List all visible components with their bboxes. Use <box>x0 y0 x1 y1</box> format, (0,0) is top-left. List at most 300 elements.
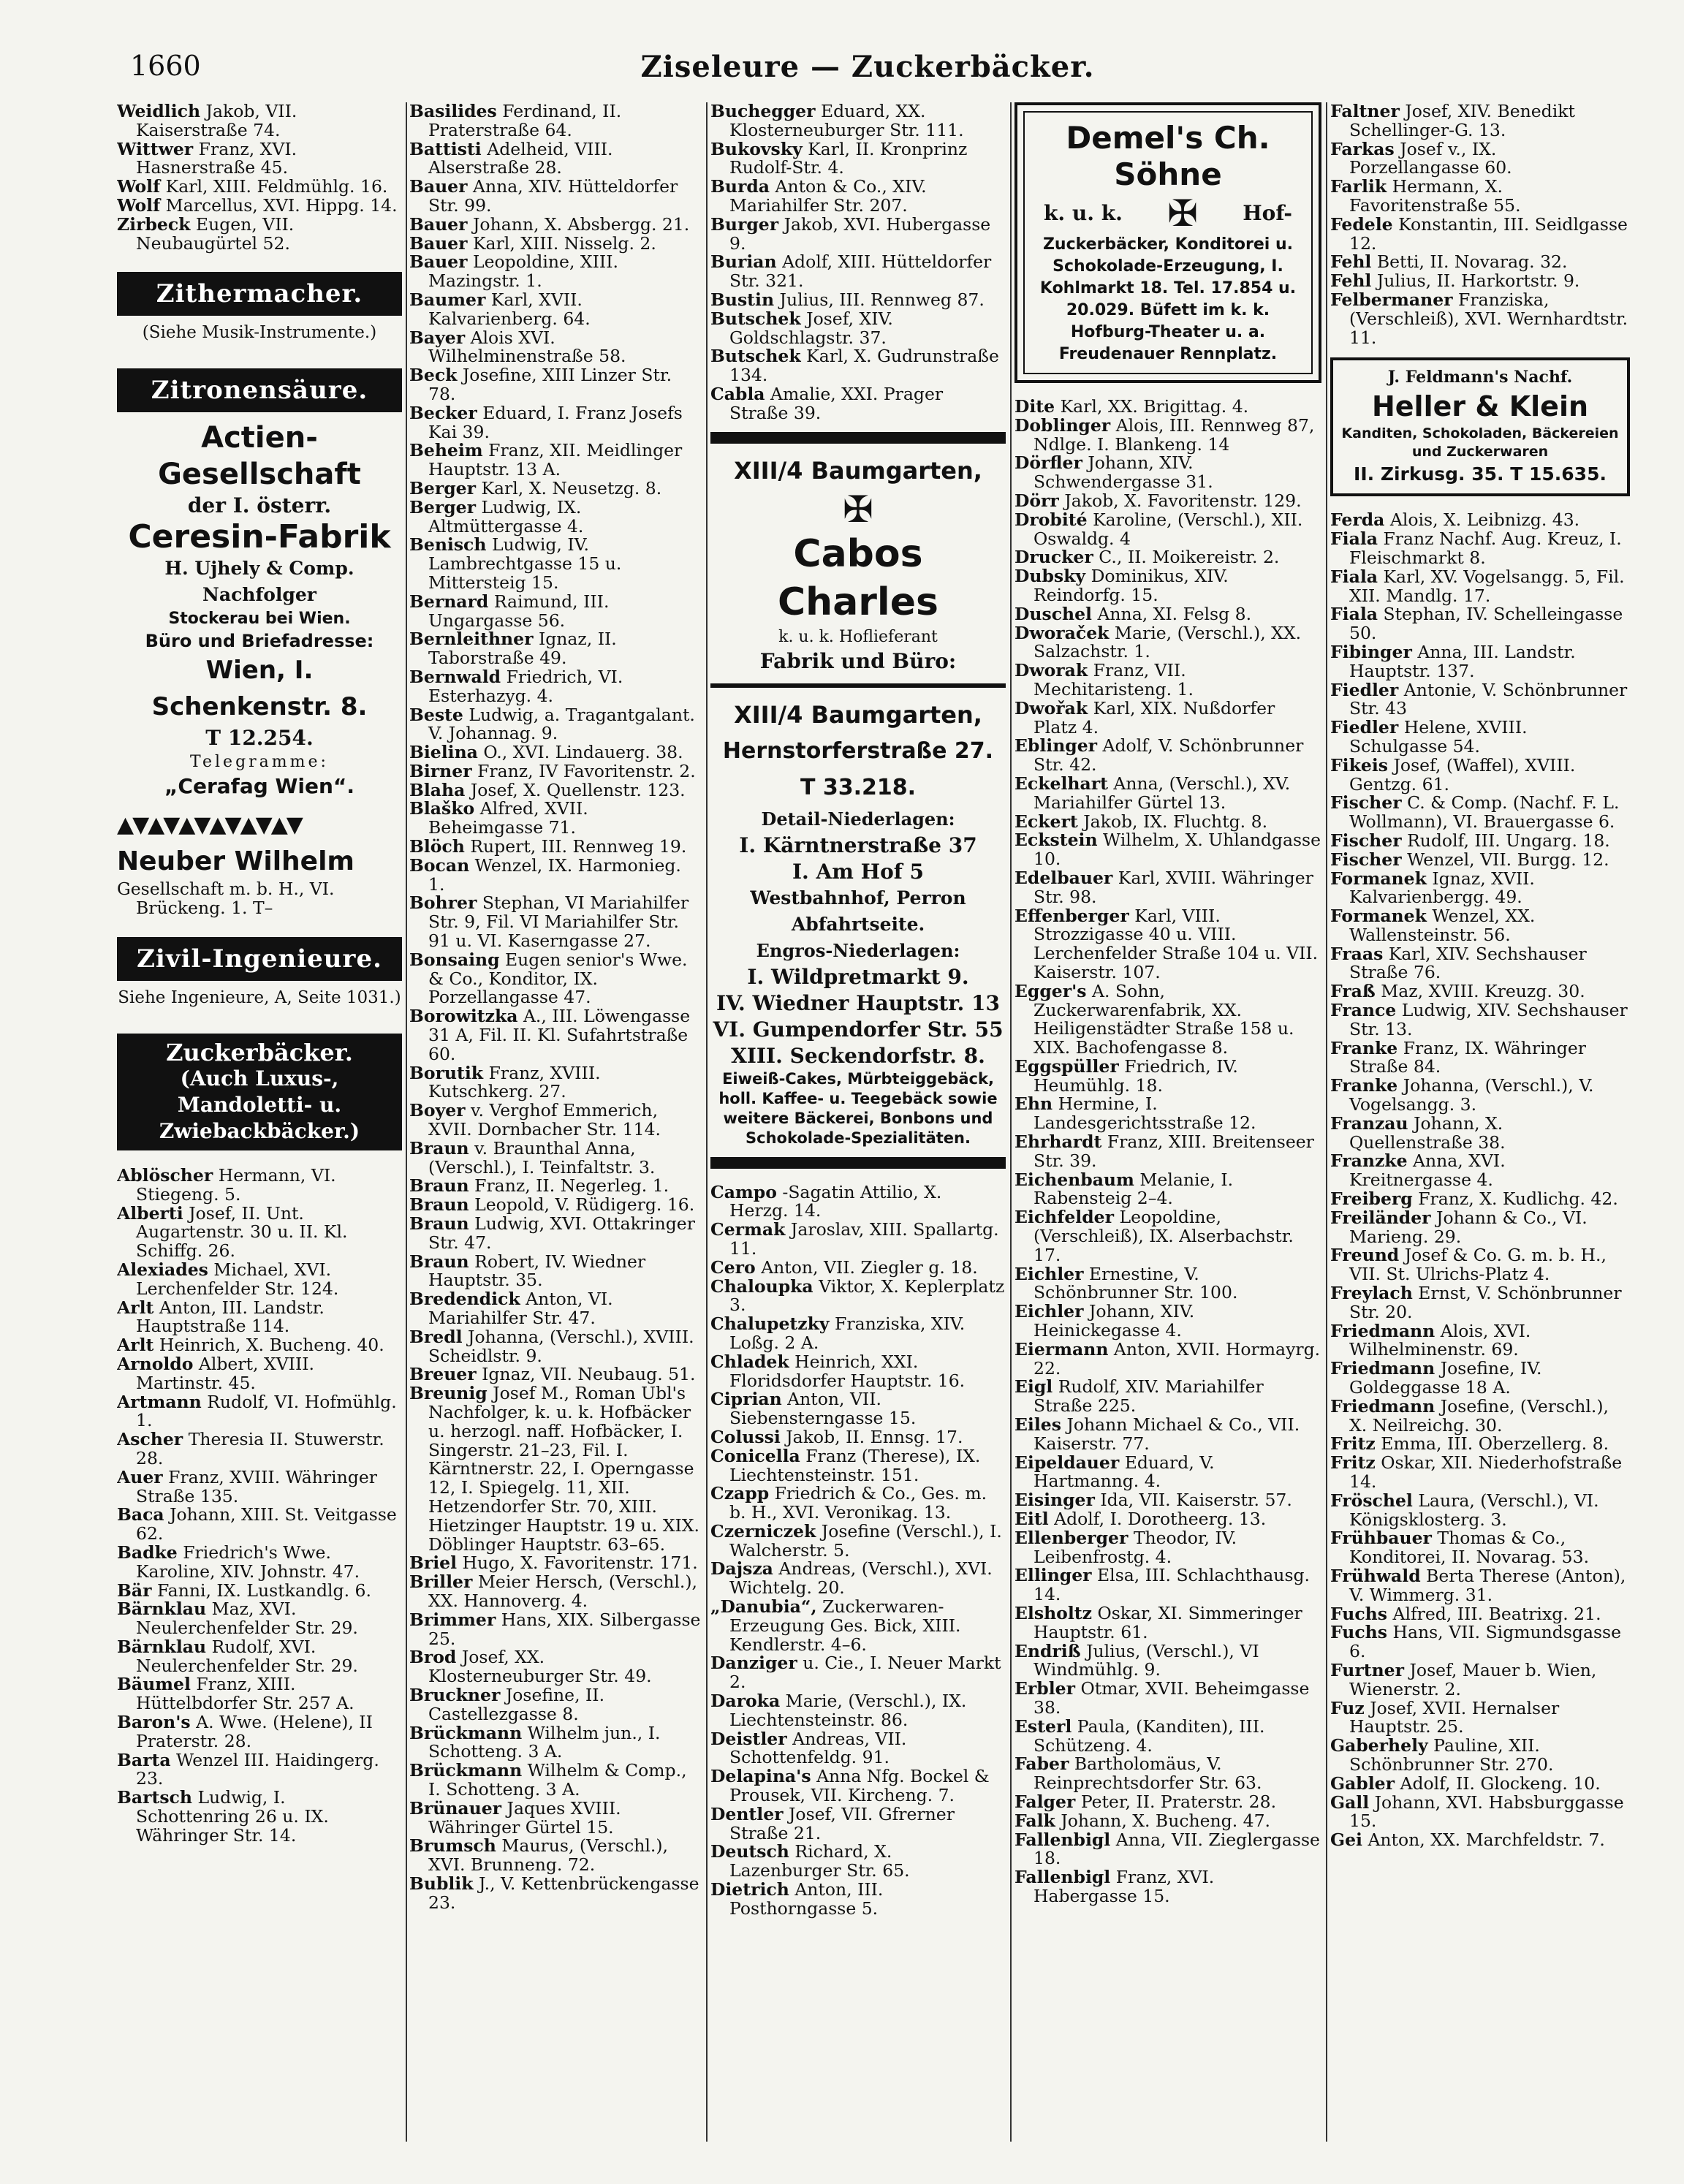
entry-name: Freiländer <box>1330 1207 1431 1228</box>
entry-address: Anna, XI. Felsg 8. <box>1097 603 1252 624</box>
entry-name: Beck <box>409 365 458 386</box>
ad-line: Hof- <box>1243 201 1292 225</box>
entry-address: Leopoldine, (Verschleiß), IX. Alserbachstr. 17. <box>1033 1207 1294 1265</box>
entry-address: Ida, VII. Kaiserstr. 57. <box>1100 1490 1292 1511</box>
entry-address: Franz, VII. Mechitaristeng. 1. <box>1033 660 1194 699</box>
directory-entry <box>1330 605 1630 643</box>
entry-name: Dentler <box>710 1803 784 1824</box>
entry-name: Dajsza <box>710 1558 773 1580</box>
directory-entry <box>409 1648 702 1686</box>
page-title: Ziseleure — Zuckerbäcker. <box>640 50 1095 84</box>
directory-entry <box>409 253 702 291</box>
entry-name: Chladek <box>710 1351 789 1372</box>
entry-name: Berger <box>409 496 476 517</box>
entry-address: Rudolf, VI. Hofmühlg. 1. <box>136 1391 397 1431</box>
ad-line: T 12.254. <box>205 726 314 751</box>
directory-entry <box>1014 1529 1321 1567</box>
directory-entry <box>409 1384 702 1554</box>
directory-entry <box>1014 1680 1321 1718</box>
entry-name: Franke <box>1330 1075 1398 1096</box>
directory-entry <box>710 1485 1006 1523</box>
directory-entry <box>409 1102 702 1140</box>
entry-name: Brückmann <box>409 1722 523 1743</box>
entry-address: Josefine, II. Castellezgasse 8. <box>428 1684 605 1724</box>
directory-entry <box>1014 1133 1321 1171</box>
entry-name: Colussi <box>710 1426 781 1447</box>
entry-name: Ascher <box>117 1429 183 1450</box>
entry-name: Furtner <box>1330 1659 1405 1680</box>
column-divider <box>1010 102 1012 2142</box>
entry-address: Friedrich, IV. Heumühlg. 18. <box>1033 1055 1238 1096</box>
ad-name: Cabos Charles <box>778 531 938 624</box>
entry-address: Elsa, III. Schlachthausg. 14. <box>1033 1565 1311 1605</box>
entry-name: Gabler <box>1330 1772 1395 1794</box>
entry-address: Anna Nfg. Bockel & Prousek, VII. Kircheng. 7. <box>729 1766 990 1806</box>
directory-entry <box>117 1582 402 1601</box>
directory-entry <box>117 1202 402 1262</box>
entry-address: Anna, (Verschl.), XV. Mariahilfer Gürtel 13. <box>1033 773 1291 813</box>
entry-address: Peter, II. Praterstr. 28. <box>1080 1791 1277 1812</box>
directory-entry <box>409 1837 702 1875</box>
ad-line: „Cerafag Wien“. <box>164 774 354 799</box>
directory-entry <box>409 1177 702 1196</box>
entry-name: Zirbeck <box>117 213 191 235</box>
page-number: 1660 <box>130 50 201 82</box>
entry-name: Eitl <box>1014 1509 1049 1530</box>
directory-entry <box>710 253 1006 291</box>
entry-address: Andreas, (Verschl.), XVI. Wichtelg. 20. <box>729 1558 993 1599</box>
directory-entry <box>710 1598 1006 1654</box>
entry-name: Auer <box>117 1466 163 1487</box>
entry-address: Franz, II. Negerleg. 1. <box>474 1175 670 1197</box>
directory-entry <box>409 1290 702 1328</box>
entry-name: Arnoldo <box>117 1353 194 1374</box>
entry-name: Bärnklau <box>117 1599 207 1620</box>
entry-address: Josefine, IV. Goldeggasse 18 A. <box>1349 1358 1542 1398</box>
entry-address: Dominikus, XIV. Reindorfg. 15. <box>1033 566 1229 605</box>
entry-address: Jaques XVIII. Währinger Gürtel 15. <box>428 1797 621 1838</box>
entry-name: Faber <box>1014 1753 1069 1775</box>
entry-name: Wolf <box>117 176 161 197</box>
entry-address: Josef & Co. G. m. b. H., VII. St. Ulrichs-Platz 4. <box>1349 1245 1607 1285</box>
directory-entry <box>1330 1699 1630 1737</box>
directory-entry <box>409 441 702 479</box>
entry-name: Brünauer <box>409 1797 502 1819</box>
entry-address: Anton, VI. Mariahilfer Str. 47. <box>428 1289 613 1328</box>
section-heading-zithermacher: Zithermacher. <box>117 272 402 316</box>
ad-line: H. Ujhely & Comp. Nachfolger <box>164 558 354 606</box>
ad-line: IV. Wiedner Hauptstr. 13 <box>716 990 1000 1015</box>
entry-address: Jaroslav, XIII. Spallartg. 11. <box>729 1219 999 1259</box>
directory-entry <box>409 1253 702 1291</box>
entry-address: A. Wwe. (Helene), II Praterstr. 28. <box>136 1712 373 1751</box>
entry-address: Johann, X. Quellenstraße 38. <box>1349 1112 1506 1153</box>
entry-name: Bernleithner <box>409 629 534 650</box>
entry-name: Eckelhart <box>1014 773 1108 794</box>
column-divider <box>406 102 407 2142</box>
entry-name: Ehrhardt <box>1014 1131 1102 1153</box>
entry-name: Brimmer <box>409 1609 496 1630</box>
entry-address: Karl, XVIII. Währinger Str. 98. <box>1033 867 1313 907</box>
directory-entry <box>710 310 1006 348</box>
directory-entry <box>1330 1623 1630 1661</box>
directory-entry <box>1330 1077 1630 1115</box>
entry-name: Fuz <box>1330 1697 1365 1718</box>
entry-name: Friedmann <box>1330 1320 1435 1341</box>
entry-address: Franz, XVIII. Kutschkerg. 27. <box>428 1062 601 1102</box>
directory-entry <box>1014 1491 1321 1510</box>
directory-entry <box>409 838 702 857</box>
entry-address: Ludwig, a. Tragantgalant. V. Johannag. 9. <box>428 704 695 744</box>
entry-address: Ernestine, V. Schönbrunner Str. 100. <box>1033 1263 1238 1303</box>
directory-entry <box>409 894 702 950</box>
entry-address: Albert, XVIII. Martinstr. 45. <box>136 1353 314 1393</box>
directory-entry <box>710 385 1006 423</box>
entry-name: Drucker <box>1014 547 1093 568</box>
entry-address: Franz, XII. Meidlinger Hauptstr. 13 A. <box>428 440 683 480</box>
entry-name: Erbler <box>1014 1678 1075 1699</box>
directory-entry <box>710 213 1006 254</box>
directory-entry <box>1014 869 1321 907</box>
double-eagle-crest-icon: ✠ <box>843 488 873 531</box>
directory-entry <box>1014 737 1321 775</box>
directory-entry <box>1014 775 1321 813</box>
ad-line: Kanditen, Schokoladen, Bäckereien und Zuckerwaren <box>1341 425 1619 460</box>
entry-address: Alois XVI. Wilhelminenstraße 58. <box>428 327 626 367</box>
entry-address: Wenzel III. Haidingerg. 23. <box>136 1749 379 1789</box>
directory-entry <box>1330 1039 1630 1077</box>
entry-address: Franz, XVIII. Währinger Straße 135. <box>136 1466 377 1506</box>
entry-name: „Danubia“, <box>710 1596 817 1618</box>
section-title: Zuckerbäcker. <box>166 1038 353 1066</box>
entry-name: Deistler <box>710 1728 787 1749</box>
entry-name: Danziger <box>710 1653 797 1674</box>
ad-line: Eiweiß-Cakes, Mürbteiggebäck, holl. Kaffee- u. Teegebäck sowie weitere Bäckerei, Bonbons und Schokolade-Spezialitäten. <box>718 1069 998 1147</box>
entry-address: Johann & Co., VI. Marieng. 29. <box>1349 1207 1588 1247</box>
directory-entry <box>409 1762 702 1800</box>
entry-address: C., II. Moikereistr. 2. <box>1099 547 1280 568</box>
entry-name: Arlt <box>117 1335 154 1356</box>
entry-name: Dwořak <box>1014 697 1088 718</box>
ad-line: VI. Gumpendorfer Str. 55 <box>713 1017 1004 1042</box>
entry-address: Thomas & Co., Konditorei, II. Novarag. 53. <box>1349 1528 1590 1568</box>
entry-address: Anton, VII. Siebensterngasse 15. <box>729 1389 917 1429</box>
directory-entry <box>1014 1831 1321 1869</box>
entry-name: Dubsky <box>1014 566 1086 587</box>
entry-name: Fiala <box>1330 528 1378 550</box>
entry-address: v. Braunthal Anna, (Verschl.), I. Teinfaltstr. 3. <box>428 1137 656 1178</box>
entry-address: A., III. Löwengasse 31 A, Fil. II. Kl. Sufahrtstraße 60. <box>428 1006 691 1064</box>
entry-name: Ferda <box>1330 509 1385 531</box>
entry-address: Michael, XVI. Lerchenfelder Str. 124. <box>136 1259 339 1299</box>
entry-name: Farlik <box>1330 176 1387 197</box>
entry-address: Amalie, XXI. Prager Straße 39. <box>729 383 944 423</box>
entry-address: Rupert, III. Rennweg 19. <box>470 836 687 857</box>
entry-name: Burger <box>710 213 779 235</box>
directory-entry <box>409 706 702 744</box>
directory-entry <box>1330 1831 1630 1850</box>
entry-name: Blaško <box>409 798 475 819</box>
directory-entry <box>117 1600 402 1638</box>
directory-entry <box>117 1544 402 1582</box>
entry-name: Czerniczek <box>710 1520 816 1542</box>
entry-name: Fikeis <box>1330 754 1389 776</box>
entry-name: Freiberg <box>1330 1188 1413 1210</box>
entry-name: Gei <box>1330 1830 1362 1851</box>
entry-name: Gall <box>1330 1791 1370 1813</box>
entry-address: Franz (Therese), IX. Liechtensteinstr. 151. <box>729 1445 981 1485</box>
ad-rule <box>710 432 1006 444</box>
entry-address: Karl, XIV. Sechshauser Straße 76. <box>1349 943 1587 983</box>
entry-name: Bublik <box>409 1873 474 1894</box>
entry-address: Johanna, (Verschl.), V. Vogelsangg. 3. <box>1349 1075 1594 1115</box>
entry-name: Fiedler <box>1330 679 1399 700</box>
entry-address: Josefine, (Verschl.), X. Neilreichg. 30. <box>1349 1395 1609 1436</box>
ad-line: k. u. k. Hoflieferant <box>778 627 938 646</box>
entry-name: Formanek <box>1330 906 1427 927</box>
entry-address: Ignaz, II. Taborstraße 49. <box>428 629 617 669</box>
ad-line: Zuckerbäcker, Konditorei u. Schokolade-Erzeugung, I. Kohlmarkt 18. Tel. 17.854 u. 20.029. Büfett im k. k. Hofburg-Theater u. a. Freudenauer Rennplatz. <box>1039 235 1297 363</box>
entry-name: Artmann <box>117 1391 202 1412</box>
entry-address: Franz, XIII. Breitenseer Str. 39. <box>1033 1131 1314 1171</box>
directory-entry <box>1014 1868 1321 1906</box>
section-heading-zitronensaeure: Zitronensäure. <box>117 368 402 412</box>
entry-address: Paula, (Kanditen), III. Schützeng. 4. <box>1033 1715 1265 1756</box>
directory-entry <box>409 479 702 498</box>
directory-entry <box>117 1638 402 1676</box>
ad-line: I. Kärntnerstraße 37 <box>739 833 977 857</box>
entry-name: Bauer <box>409 176 468 197</box>
entry-address: Johanna, (Verschl.), XVIII. Scheidlstr. 9. <box>428 1326 694 1366</box>
directory-entry <box>1330 291 1630 347</box>
ad-rule <box>710 1157 1006 1169</box>
directory-entry <box>710 1256 1006 1278</box>
entry-name: Dite <box>1014 396 1055 417</box>
entry-address: Anna, XVI. Kreitnergasse 4. <box>1349 1150 1506 1191</box>
entry-name: Bernard <box>409 591 489 612</box>
entry-name: Deutsch <box>710 1841 789 1862</box>
entry-name: Butschek <box>710 308 801 329</box>
entry-address: Jakob, X. Favoritenstr. 129. <box>1064 490 1302 511</box>
entry-name: Fraß <box>1330 981 1376 1002</box>
directory-entry <box>117 1299 402 1337</box>
advertisement-cabos <box>710 432 1006 1169</box>
entry-address: Karl, VIII. Strozzigasse 40 u. VIII. Lerchenfelder Straße 104 u. VII. Kaiserstr. 107. <box>1033 905 1319 982</box>
directory-entry <box>409 404 702 442</box>
entry-address: Josefine, XIII Linzer Str. 78. <box>428 365 672 404</box>
entry-name: Eichler <box>1014 1301 1084 1322</box>
directory-entry <box>409 140 702 178</box>
advertisement-neuber <box>117 843 402 918</box>
ad-line: XIII/4 Baumgarten, <box>734 700 982 729</box>
entry-address: Karl, XVII. Kalvarienberg. 64. <box>428 289 591 329</box>
entry-name: Blaha <box>409 779 466 800</box>
directory-entry <box>1014 1303 1321 1341</box>
entry-name: Briller <box>409 1571 473 1593</box>
entry-address: Adelheid, VIII. Alserstraße 28. <box>428 138 613 178</box>
directory-entry <box>1330 1322 1630 1360</box>
entry-name: Bär <box>117 1580 152 1601</box>
entry-name: Borutik <box>409 1062 484 1083</box>
directory-entry <box>409 1064 702 1102</box>
entry-address: Rudolf, XIV. Mariahilfer Straße 225. <box>1033 1376 1264 1417</box>
entry-address: Josefine (Verschl.), I. Walcherstr. 5. <box>729 1520 1002 1561</box>
directory-entry <box>409 1196 702 1215</box>
directory-entry <box>1330 1209 1630 1247</box>
entry-name: Effenberger <box>1014 905 1129 926</box>
directory-entry <box>1014 605 1321 624</box>
entry-address: Helene, XVIII. Schulgasse 54. <box>1349 717 1528 757</box>
directory-entry <box>409 781 702 800</box>
entry-name: Fraas <box>1330 943 1384 964</box>
entry-name: Fiala <box>1330 604 1378 625</box>
directory-entry <box>1330 1567 1630 1605</box>
directory-entry <box>710 1183 1006 1221</box>
entry-name: Eipeldauer <box>1014 1452 1120 1473</box>
entry-address: Jakob, II. Ennsg. 17. <box>786 1426 963 1447</box>
entry-name: Faltner <box>1330 102 1400 121</box>
entry-address: Leopoldine, XIII. Mazingstr. 1. <box>428 251 618 292</box>
ad-name: Demel's Ch. Söhne <box>1066 120 1270 192</box>
entry-address: Eugen, VII. Neubaugürtel 52. <box>136 213 295 254</box>
directory-entry <box>117 1393 402 1431</box>
entry-address: Alfred, XVII. Beheimgasse 71. <box>428 798 588 838</box>
entry-address: Karl, XX. Brigittag. 4. <box>1060 396 1249 417</box>
entry-address: Adolf, XIII. Hütteldorfer Str. 321. <box>729 251 992 292</box>
entry-name: Falk <box>1014 1810 1055 1831</box>
entry-address: Ferdinand, II. Praterstraße 64. <box>428 102 622 140</box>
directory-entry <box>1330 1284 1630 1322</box>
directory-entry <box>117 1713 402 1751</box>
section-heading-zivil-ingenieure: Zivil-Ingenieure. <box>117 937 402 981</box>
directory-entry <box>409 1875 702 1913</box>
entry-address: Adolf, II. Glockeng. 10. <box>1400 1772 1601 1794</box>
entry-address: Karl, XIII. Nisselg. 2. <box>473 232 656 254</box>
entry-address: Betti, II. Novarag. 32. <box>1376 251 1568 273</box>
directory-entry <box>1014 1171 1321 1209</box>
directory-entry <box>1330 870 1630 908</box>
directory-entry <box>1330 253 1630 272</box>
directory-entry <box>409 1137 702 1178</box>
entry-address: Wilhelm & Comp., I. Schotteng. 3 A. <box>428 1760 687 1800</box>
entry-address: Hermann, X. Favoritenstraße 55. <box>1349 176 1521 216</box>
entry-address: Karl, X. Gudrunstraße 134. <box>729 346 999 386</box>
ad-line: k. u. k. <box>1044 201 1123 225</box>
ad-line: Fabrik und Büro: <box>759 648 957 673</box>
ad-name: Heller & Klein <box>1371 390 1589 423</box>
entry-name: Bonsaing <box>409 949 500 970</box>
ad-line: der I. österr. <box>187 493 332 518</box>
entry-name: Braun <box>409 1251 469 1272</box>
entry-address: Anna, XIV. Hütteldorfer Str. 99. <box>428 176 678 216</box>
entry-name: Chaloupka <box>710 1275 813 1297</box>
entry-name: Formanek <box>1330 868 1427 889</box>
ad-rule <box>710 683 1006 688</box>
entry-address: Emma, III. Oberzellerg. 8. <box>1381 1433 1609 1455</box>
entry-address: Jakob, IX. Fluchtg. 8. <box>1083 811 1268 832</box>
directory-entry <box>1330 681 1630 719</box>
directory-entry <box>1330 832 1630 851</box>
directory-entry <box>1330 1492 1630 1530</box>
directory-entry <box>409 951 702 1007</box>
entry-name: Bustin <box>710 289 775 310</box>
directory-entry <box>1330 718 1630 757</box>
directory-entry <box>117 1430 402 1468</box>
entry-name: Eblinger <box>1014 735 1098 757</box>
entry-name: Wittwer <box>117 138 194 159</box>
entry-address: Josef, XIV. Goldschlagstr. 37. <box>729 308 893 348</box>
entry-name: Friedmann <box>1330 1358 1435 1379</box>
entry-address: Johann, XIV. Schwendergasse 31. <box>1033 452 1213 493</box>
entry-name: Benisch <box>409 534 487 556</box>
entry-address: Robert, IV. Wiedner Hauptstr. 35. <box>428 1251 646 1291</box>
entry-name: Fritz <box>1330 1452 1376 1474</box>
entry-address: Hugo, X. Favoritenstr. 171. <box>462 1552 698 1574</box>
entry-name: Eichenbaum <box>1014 1169 1134 1190</box>
entry-address: Hermann, VI. Stiegeng. 5. <box>136 1164 336 1205</box>
entry-address: Marie, (Verschl.), IX. Liechtensteinstr. 86. <box>729 1691 967 1730</box>
entry-address: Johann, XIV. Heinickegasse 4. <box>1033 1301 1195 1341</box>
directory-entry <box>409 1554 702 1573</box>
directory-entry <box>1014 511 1321 549</box>
entry-name: Bärnklau <box>117 1636 207 1657</box>
directory-entry <box>710 1315 1006 1353</box>
entry-address: Anton & Co., XIV. Mariahilfer Str. 207. <box>729 176 927 216</box>
entry-name: Boyer <box>409 1100 466 1121</box>
directory-entry <box>710 178 1006 216</box>
entry-address: Berta Therese (Anton), V. Wimmerg. 31. <box>1349 1565 1626 1605</box>
directory-entry <box>1330 213 1630 254</box>
directory-entry <box>1014 1793 1321 1812</box>
entry-address: Ludwig, IX. Altmüttergasse 4. <box>428 496 584 536</box>
directory-entry <box>1330 643 1630 681</box>
entry-address: Bartholomäus, V. Reinprechtsdorfer Str. 63. <box>1033 1753 1262 1794</box>
entry-name: Eiermann <box>1014 1338 1109 1360</box>
entry-address: Julius, (Verschl.), VI Windmühlg. 9. <box>1033 1640 1259 1680</box>
entry-name: Ehn <box>1014 1093 1053 1115</box>
column-divider <box>706 102 708 2142</box>
entry-address: Ernst, V. Schönbrunner Str. 20. <box>1349 1283 1622 1322</box>
entry-address: Viktor, X. Keplerplatz 3. <box>729 1275 1005 1316</box>
directory-entry <box>1330 530 1630 568</box>
directory-entry <box>1014 1055 1321 1096</box>
entry-address: Oskar, XII. Niederhofstraße 14. <box>1349 1452 1623 1492</box>
entry-name: Briel <box>409 1552 458 1574</box>
entry-address: Josef, VII. Gfrerner Straße 21. <box>729 1803 955 1843</box>
entry-address: Hans, XIX. Silbergasse 25. <box>428 1609 701 1649</box>
directory-entry <box>409 1573 702 1611</box>
entry-address: Johann, X. Bucheng. 47. <box>1061 1810 1271 1831</box>
entry-address: Franz Nachf. Aug. Kreuz, I. Fleischmarkt 8. <box>1349 528 1622 568</box>
entry-name: Breunig <box>409 1383 488 1404</box>
entry-name: Bäumel <box>117 1674 191 1695</box>
directory-entry <box>1014 1265 1321 1303</box>
entry-address: Franziska, (Verschleiß), XVI. Wernhardtstr. 11. <box>1349 289 1628 348</box>
entry-name: Dörfler <box>1014 452 1082 474</box>
directory-entry <box>1330 1395 1630 1436</box>
entry-address: Franz, IV Favoritenstr. 2. <box>477 760 696 781</box>
entry-address: Josef v., IX. Porzellangasse 60. <box>1349 138 1512 178</box>
entry-name: Becker <box>409 402 477 423</box>
advertisement-ceresin <box>117 420 402 800</box>
entry-address: Anton, VII. Ziegler g. 18. <box>761 1256 978 1278</box>
entry-name: Fischer <box>1330 830 1402 851</box>
directory-entry <box>1014 831 1321 869</box>
directory-entry <box>409 800 702 838</box>
entry-address: Wenzel, IX. Harmonieg. 1. <box>428 854 681 895</box>
directory-entry <box>409 1797 702 1838</box>
directory-entry <box>1014 1208 1321 1264</box>
